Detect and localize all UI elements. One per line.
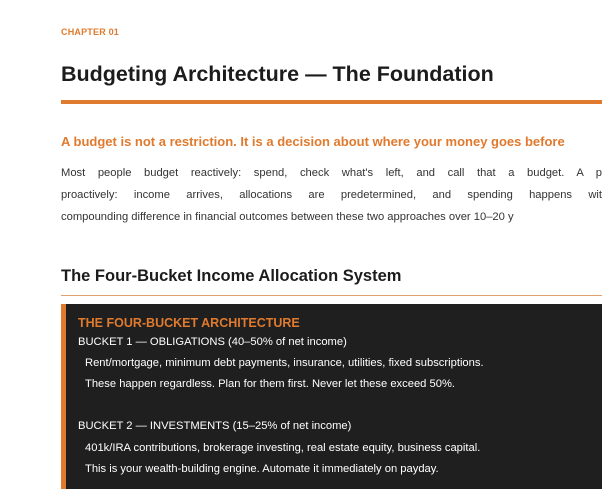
intro-paragraph xyxy=(61,162,602,228)
section-divider xyxy=(61,295,602,296)
section-heading: The Four-Bucket Income Allocation System xyxy=(61,267,402,285)
callout-accent-bar xyxy=(61,304,66,489)
bucket-line: 401k/IRA contributions, brokerage investing, real estate equity, business capital. xyxy=(85,442,481,454)
paragraph-line: proactively: income arrives, allocations are predetermined, and spending happens wit xyxy=(61,189,602,201)
lead-statement: A budget is not a restriction. It is a decision about where your money goes before xyxy=(61,134,565,149)
title-divider xyxy=(61,100,602,104)
bucket-line: This is your wealth-building engine. Automate it immediately on payday. xyxy=(85,463,439,475)
bucket-heading: BUCKET 1 — OBLIGATIONS (40–50% of net income) xyxy=(78,336,347,348)
bucket-line: Rent/mortgage, minimum debt payments, insurance, utilities, fixed subscriptions. xyxy=(85,357,484,369)
callout-title: THE FOUR-BUCKET ARCHITECTURE xyxy=(78,316,300,330)
page-title: Budgeting Architecture — The Foundation xyxy=(61,62,494,86)
paragraph-line: Most people budget reactively: spend, check what's left, and call that a budget. A p xyxy=(61,167,602,179)
bucket-line: These happen regardless. Plan for them first. Never let these exceed 50%. xyxy=(85,378,456,390)
paragraph-line: compounding difference in financial outcomes between these two approaches over 10–20 y xyxy=(61,211,514,223)
chapter-label: CHAPTER 01 xyxy=(61,27,120,37)
bucket-callout-box xyxy=(61,304,602,489)
bucket-heading: BUCKET 2 — INVESTMENTS (15–25% of net income) xyxy=(78,420,352,432)
